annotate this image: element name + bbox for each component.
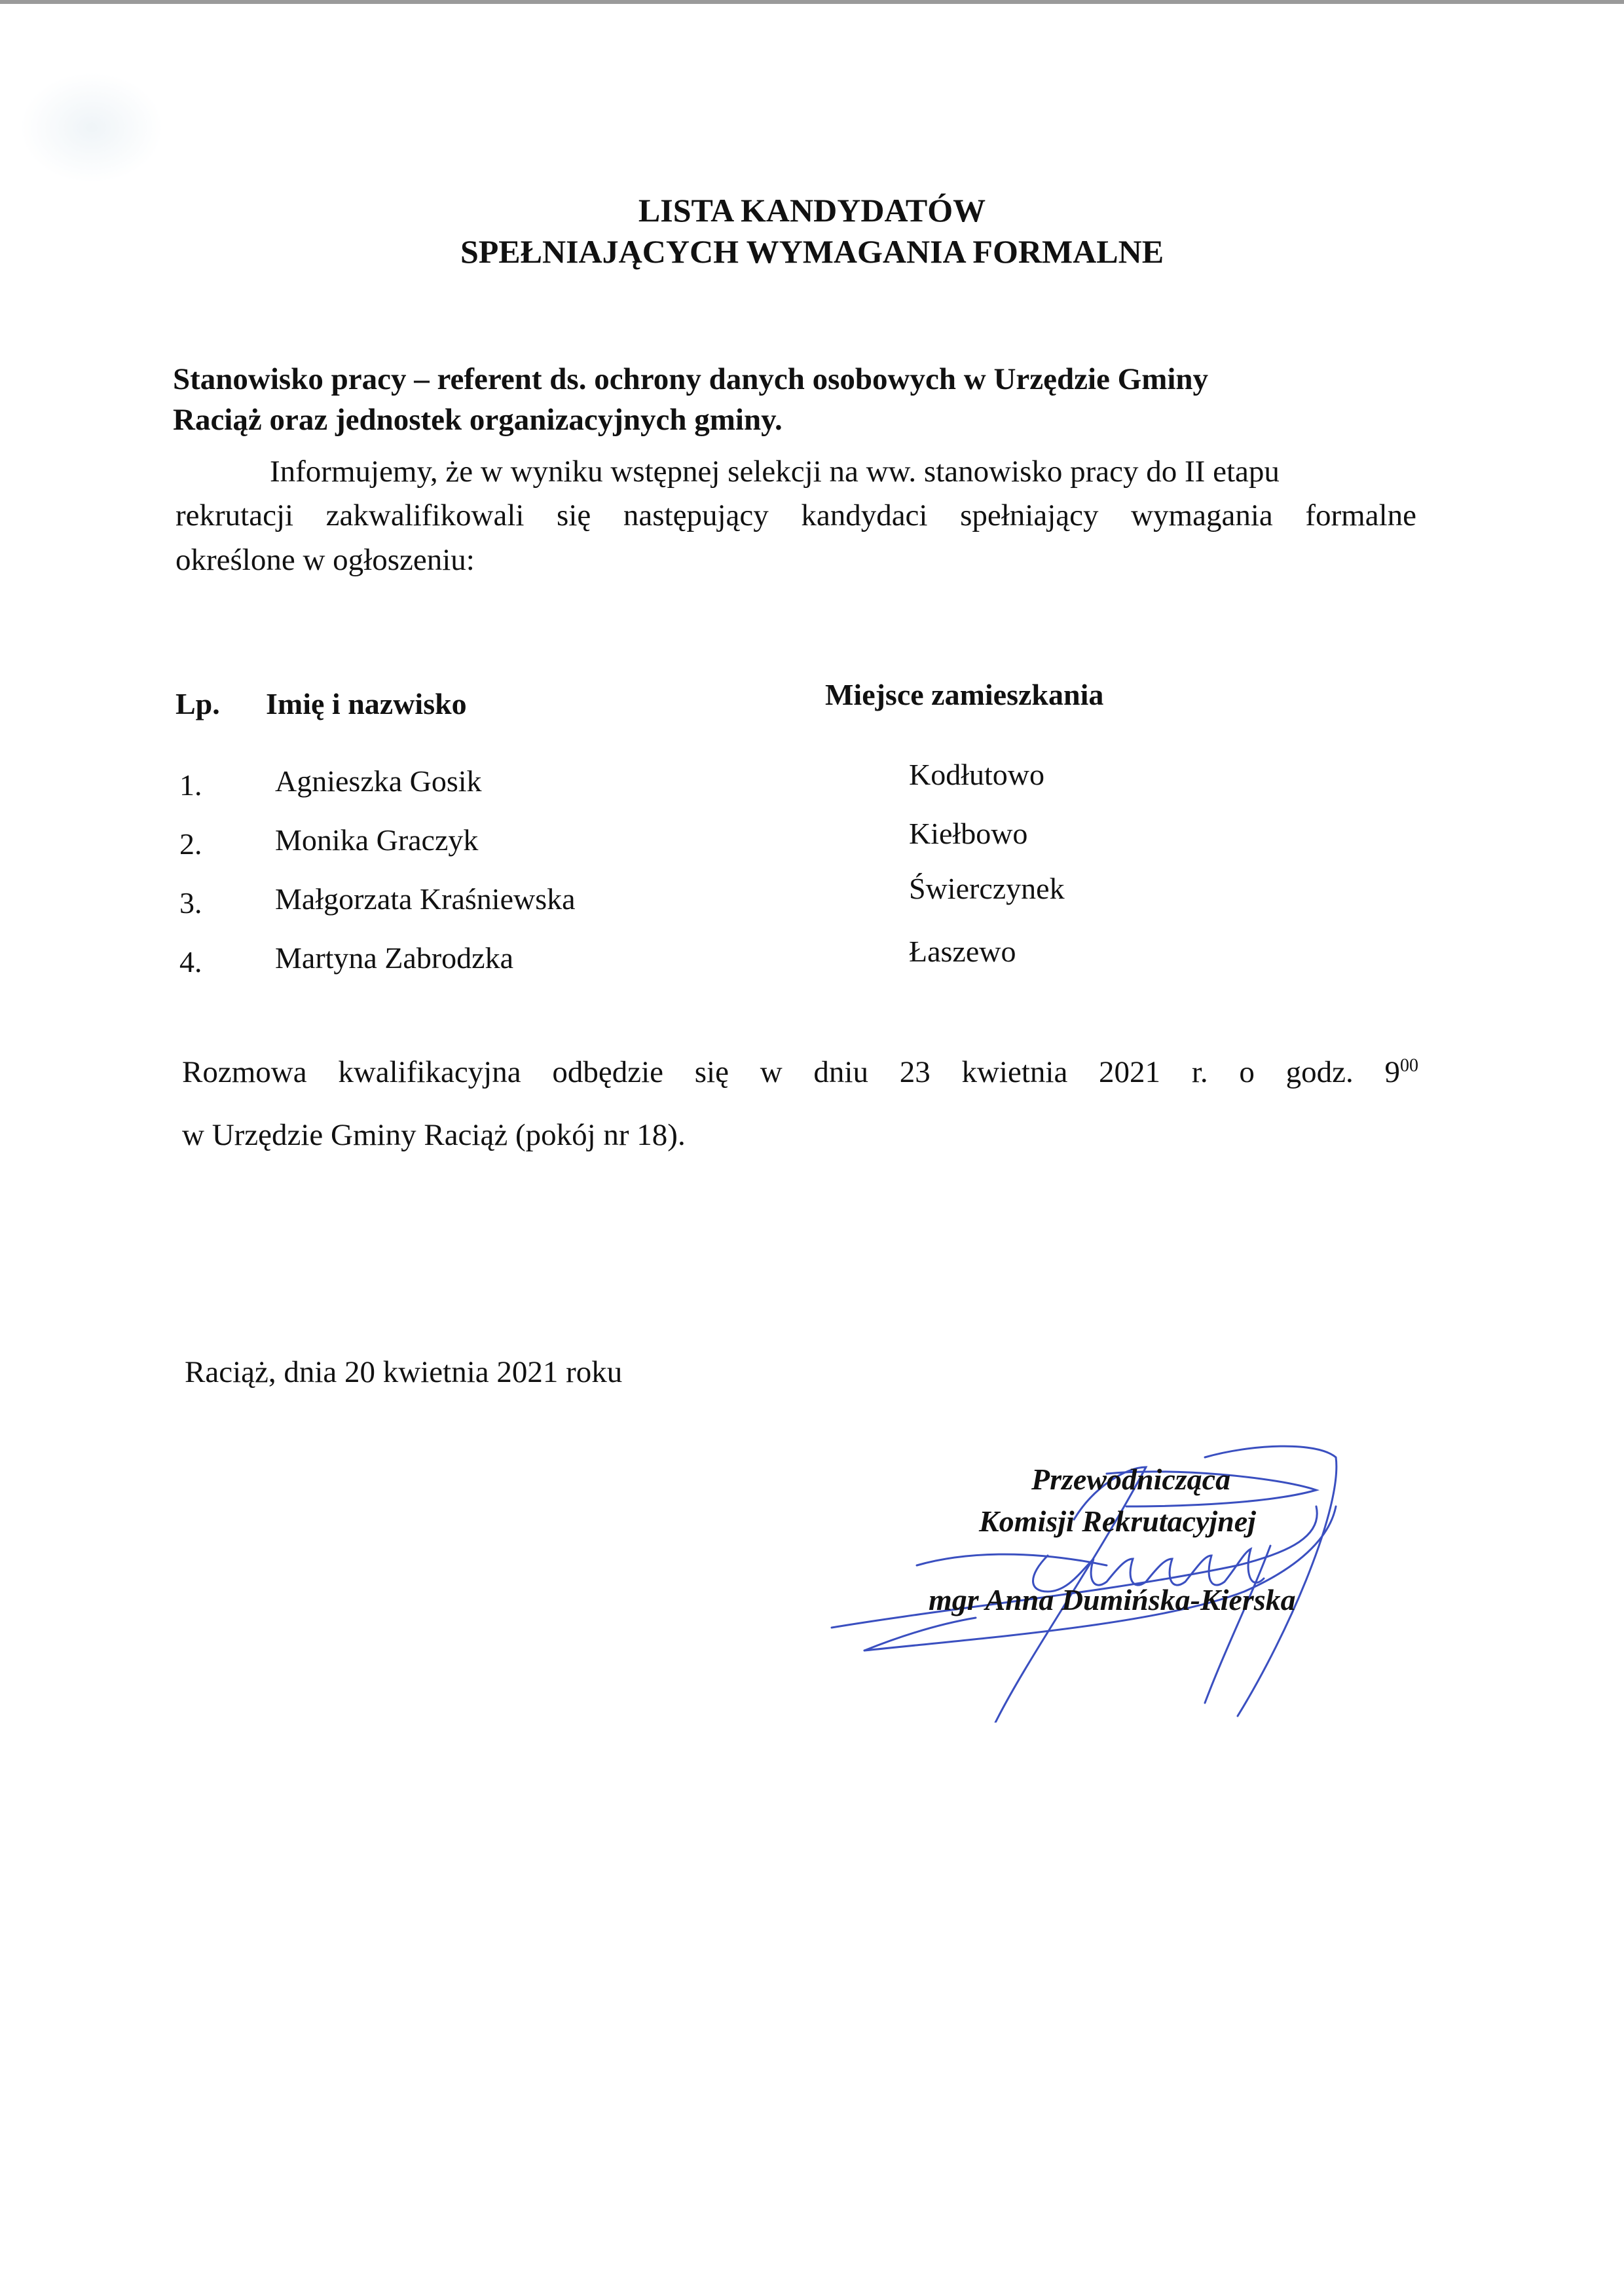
row-1-lp: 1. — [179, 768, 202, 802]
interview-line1 — [182, 1054, 1423, 1090]
header-name: Imię i nazwisko — [266, 687, 467, 720]
row-1-place: Kodłutowo — [909, 758, 1044, 791]
signature-title-line2: Komisji Rekrutacyjnej — [979, 1504, 1256, 1538]
position-line2: Raciąż oraz jednostek organizacyjnych gminy. — [173, 403, 783, 437]
intro-line1: Informujemy, że w wyniku wstępnej selekcji na ww. stanowisko pracy do II etapu — [270, 455, 1280, 489]
row-2-name: Monika Graczyk — [275, 823, 479, 857]
row-3-place: Świerczynek — [909, 872, 1065, 905]
row-3-lp: 3. — [179, 886, 202, 920]
document-title-line2: SPEŁNIAJĄCYCH WYMAGANIA FORMALNE — [460, 233, 1164, 270]
header-lp: Lp. — [175, 687, 220, 720]
document-title-line1: LISTA KANDYDATÓW — [638, 192, 986, 229]
intro-line2: rekrutacji zakwalifikowali się następujący kandydaci spełniający wymagania formalne — [175, 498, 1416, 532]
interview-text: Rozmowa kwalifikacyjna odbędzie się w dniu 23 kwietnia 2021 r. o godz. 9 — [182, 1055, 1400, 1089]
row-3-name: Małgorzata Kraśniewska — [275, 882, 576, 916]
interview-line2: w Urzędzie Gminy Raciąż (pokój nr 18). — [182, 1118, 686, 1152]
header-place: Miejsce zamieszkania — [825, 678, 1104, 711]
signature-title-line1: Przewodnicząca — [1031, 1463, 1231, 1496]
scan-smudge — [20, 72, 164, 183]
row-2-place: Kiełbowo — [909, 817, 1028, 850]
intro-line3: określone w ogłoszeniu: — [175, 543, 475, 577]
interview-time-superscript: 00 — [1400, 1055, 1418, 1076]
signature-name: mgr Anna Dumińska-Kierska — [929, 1583, 1296, 1616]
row-4-place: Łaszewo — [909, 935, 1016, 968]
place-date: Raciąż, dnia 20 kwietnia 2021 roku — [185, 1355, 623, 1389]
row-4-name: Martyna Zabrodzka — [275, 941, 514, 975]
scan-edge — [0, 0, 1624, 4]
row-4-lp: 4. — [179, 945, 202, 979]
position-line1: Stanowisko pracy – referent ds. ochrony danych osobowych w Urzędzie Gminy — [173, 362, 1209, 396]
row-2-lp: 2. — [179, 827, 202, 861]
row-1-name: Agnieszka Gosik — [275, 764, 482, 798]
